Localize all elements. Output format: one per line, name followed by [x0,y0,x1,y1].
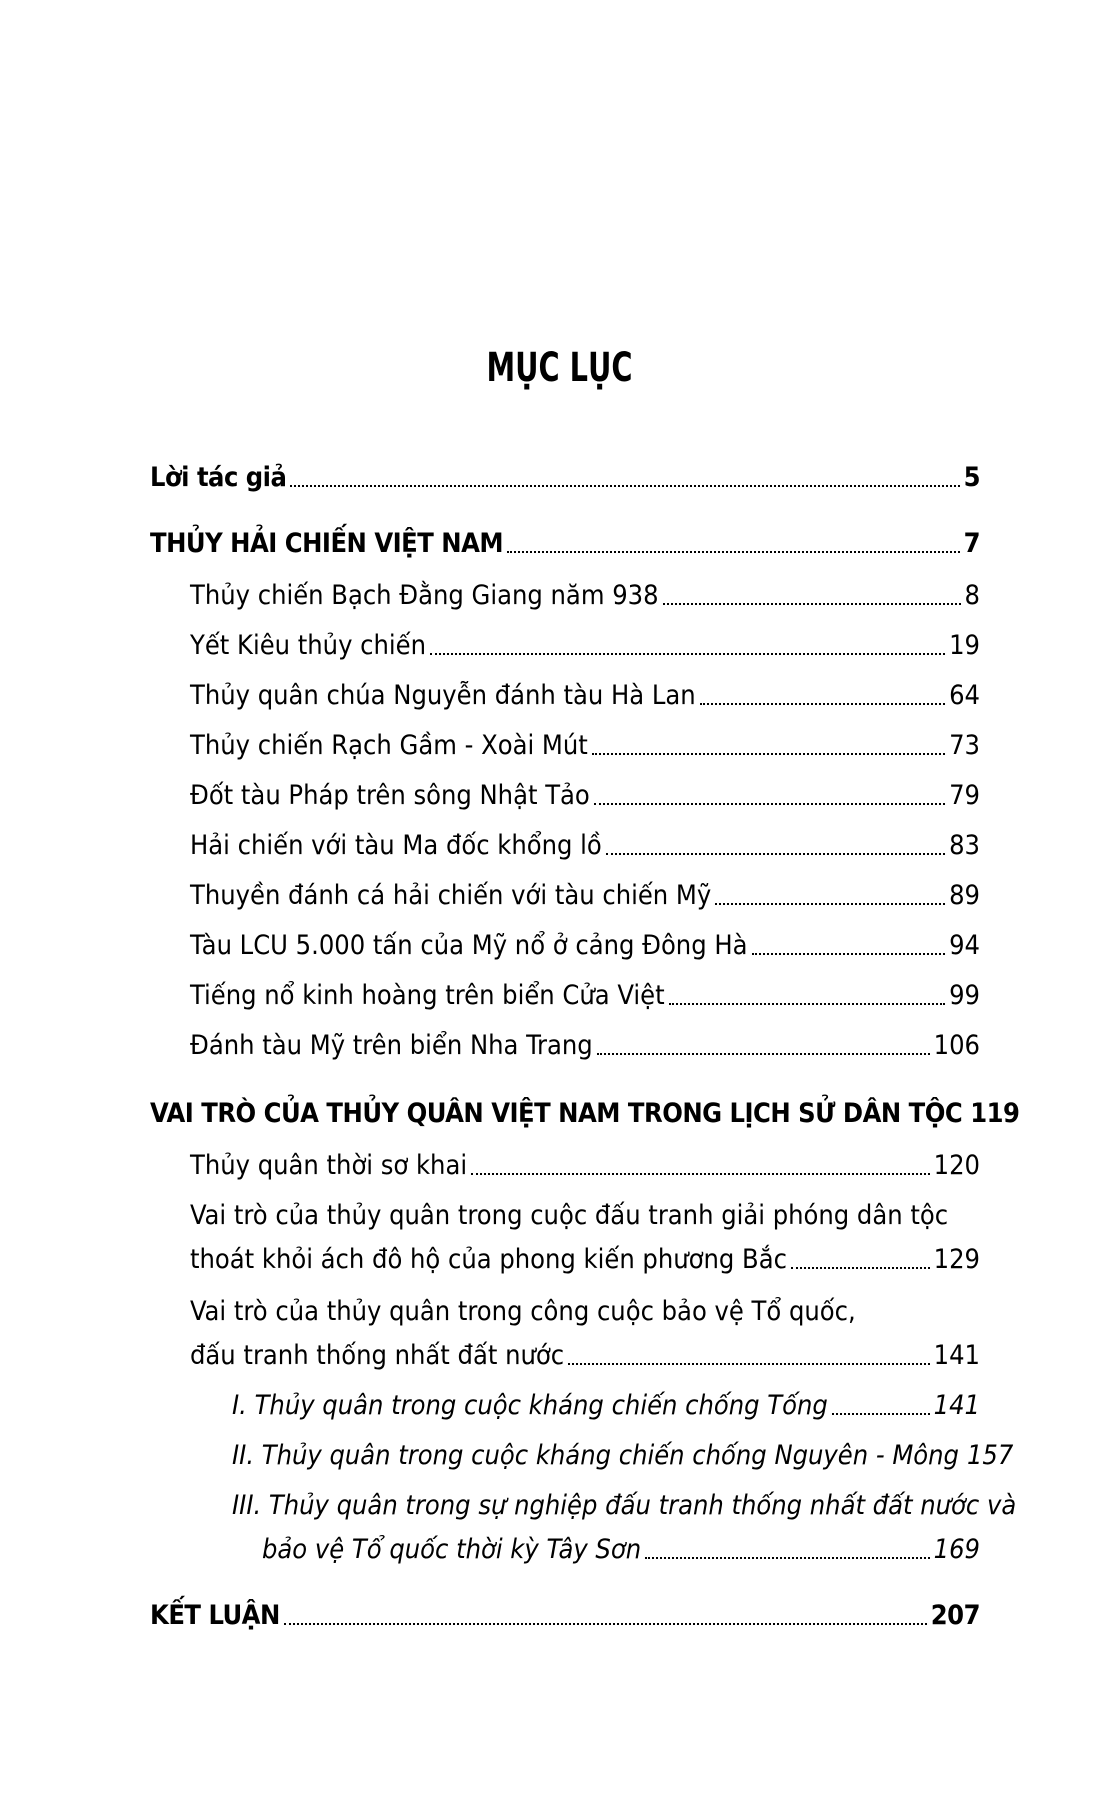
toc-entry-label-line1[interactable]: III. Thủy quân trong sự nghiệp đấu tranh thống nhất đất nước và [232,1490,1017,1521]
toc-entry-label: Thủy chiến Bạch Đằng Giang năm 938 [190,580,659,611]
toc-entry-label-line1[interactable]: Vai trò của thủy quân trong cuộc đấu tranh giải phóng dân tộc [190,1200,949,1231]
toc-entry-page: 106 [933,1030,980,1061]
toc-entry[interactable] [190,926,980,966]
toc-entry-label: Hải chiến với tàu Ma đốc khổng lồ [190,830,602,861]
toc-entry-label: Thủy quân chúa Nguyễn đánh tàu Hà Lan [190,680,696,711]
toc-entry-page: 64 [949,680,980,711]
dot-leader [645,1556,930,1559]
toc-entry-label: Thuyền đánh cá hải chiến với tàu chiến Mỹ [190,880,712,911]
toc-entry-label: Yết Kiêu thủy chiến [190,630,426,661]
toc-entry-page: 207 [930,1600,980,1631]
dot-leader [715,902,945,905]
toc-entry[interactable] [190,1240,980,1280]
toc-entry[interactable] [190,876,980,916]
dot-leader [290,484,959,487]
toc-entry-page: 141 [933,1340,980,1371]
toc-entry-label-line2: đấu tranh thống nhất đất nước [190,1340,565,1371]
dot-leader [752,952,946,955]
toc-entry-loi-tac-gia[interactable] [150,458,980,498]
toc-entry-page: 7 [963,528,980,559]
dot-leader [594,802,945,805]
toc-entry-page: 79 [949,780,980,811]
toc-entry-page: 141 [933,1390,980,1421]
toc-entry[interactable] [190,626,980,666]
dot-leader [471,1172,930,1175]
toc-entry[interactable] [190,1336,980,1376]
toc-entry[interactable] [190,676,980,716]
toc-entry[interactable] [232,1386,980,1426]
toc-entry-label: Tiếng nổ kinh hoàng trên biển Cửa Việt [190,980,665,1011]
toc-entry-label: Lời tác giả [150,462,287,493]
toc-entry-page: 94 [949,930,980,961]
dot-leader [791,1266,930,1269]
dot-leader [507,550,960,553]
toc-entry-label: Đánh tàu Mỹ trên biển Nha Trang [190,1030,593,1061]
toc-section-vai-tro[interactable] [150,1094,1020,1134]
toc-entry-page: 19 [949,630,980,661]
toc-entry[interactable] [190,826,980,866]
toc-entry-label-line2: bảo vệ Tổ quốc thời kỳ Tây Sơn [262,1534,642,1565]
toc-entry-label: Thủy chiến Rạch Gầm - Xoài Mút [190,730,588,761]
dot-leader [832,1412,930,1415]
toc-entry-page: 8 [964,580,980,611]
toc-entry-page: 5 [963,462,980,493]
toc-entry-page: 120 [933,1150,980,1181]
toc-entry-label-line1[interactable]: Vai trò của thủy quân trong công cuộc bảo vệ Tổ quốc, [190,1296,856,1327]
toc-entry[interactable] [190,776,980,816]
toc-entry-label-line2: thoát khỏi ách đô hộ của phong kiến phương Bắc [190,1244,787,1275]
toc-entry-label: I. Thủy quân trong cuộc kháng chiến chống Tống [232,1390,828,1421]
dot-leader [663,602,961,605]
toc-entry-label: Thủy quân thời sơ khai [190,1150,468,1181]
toc-entry-label: Tàu LCU 5.000 tấn của Mỹ nổ ở cảng Đông Hà [190,930,748,961]
toc-entry[interactable] [190,1026,980,1066]
toc-entry-label: VAI TRÒ CỦA THỦY QUÂN VIỆT NAM TRONG LỊCH SỬ DÂN TỘC [150,1098,963,1129]
page-title: MỤC LỤC [486,345,633,391]
toc-entry[interactable] [190,576,980,616]
toc-entry[interactable] [190,1146,980,1186]
toc-entry-label: THỦY HẢI CHIẾN VIỆT NAM [150,528,504,559]
toc-entry[interactable] [190,726,980,766]
dot-leader [606,852,945,855]
toc-entry-page: 157 [966,1440,1014,1471]
dot-leader [592,752,945,755]
toc-entry-label: KẾT LUẬN [150,1600,280,1631]
toc-entry-page: 73 [949,730,980,761]
dot-leader [430,652,945,655]
toc-entry-page: 129 [933,1244,980,1275]
toc-entry-page: 99 [949,980,980,1011]
toc-entry-page: 119 [970,1098,1020,1129]
toc-entry-label: Đốt tàu Pháp trên sông Nhật Tảo [190,780,590,811]
dot-leader [669,1002,945,1005]
dot-leader [568,1362,930,1365]
toc-entry[interactable] [190,976,980,1016]
toc-entry[interactable] [232,1436,1014,1476]
toc-entry[interactable] [262,1530,980,1570]
toc-entry-label: II. Thủy quân trong cuộc kháng chiến chống Nguyên - Mông [232,1440,959,1471]
dot-leader [597,1052,930,1055]
toc-entry-page: 169 [933,1534,980,1565]
toc-section-thuy-hai-chien[interactable] [150,524,980,564]
dot-leader [284,1622,927,1625]
toc-entry-page: 89 [949,880,980,911]
toc-entry-page: 83 [949,830,980,861]
toc-section-ket-luan[interactable] [150,1596,980,1636]
dot-leader [700,702,945,705]
